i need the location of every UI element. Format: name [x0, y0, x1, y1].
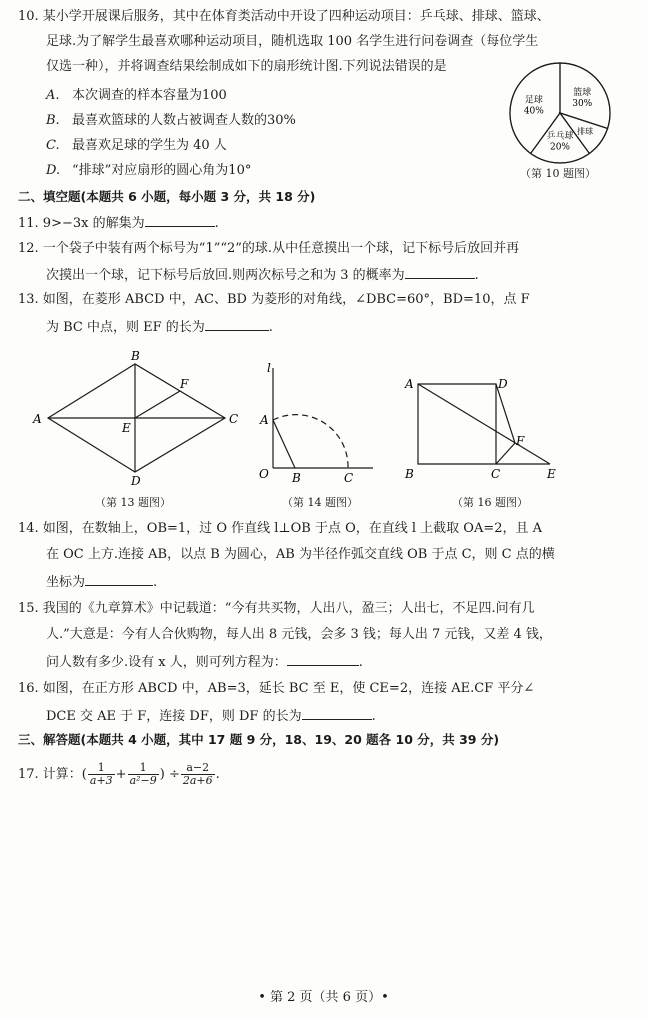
fig13-label-c: C: [229, 412, 239, 426]
fig16-label-b: B: [405, 467, 414, 481]
q16-answer-blank[interactable]: [302, 706, 372, 720]
fig14-caption: （第 14 题图）: [282, 496, 358, 509]
q10-line2: 足球.为了解学生最喜欢哪种运动项目，随机选取 100 名学生进行问卷调查（每位学生: [46, 34, 539, 49]
q10-option-c: C. 最喜欢足球的学生为 40 人: [46, 138, 227, 153]
q13-line1: 13. 如图，在菱形 ABCD 中，AC、BD 为菱形的对角线，∠DBC=60°，BD=10，点 F: [18, 292, 530, 307]
q17-fraction-2: $\frac{1}{\text{a²−9}}$: [129, 761, 157, 787]
pie-caption: （第 10 题图）: [520, 167, 596, 180]
q10-line3: 仅选一种），并将调查结果绘制成如下的扇形统计图.下列说法错误的是: [46, 59, 447, 74]
fig13-label-f: F: [180, 377, 189, 391]
section-3-title: 三、解答题(本题共 4 小题，其中 17 题 9 分，18、19、20 题各 10 分，共 39 分): [18, 732, 500, 747]
q15-line3: 问人数有多少.设有 x 人，则可列方程为： .: [46, 652, 363, 672]
fig16-label-a: A: [405, 377, 414, 391]
pie-chart: [505, 58, 615, 168]
fig16-label-f: F: [516, 434, 525, 448]
page-footer: • 第 2 页（共 6 页）•: [258, 990, 389, 1005]
pie-label-3: 乒乓球: [546, 131, 574, 142]
q11: 11. 9>−3x 的解集为 .: [18, 213, 219, 233]
q10-option-d: D. “排球”对应扇形的圆心角为10°: [46, 163, 252, 178]
pie-percent-0: 40%: [523, 106, 544, 117]
q11-answer-blank[interactable]: [145, 213, 215, 227]
figure-16: [400, 368, 565, 498]
figure-14: [255, 358, 375, 488]
fig14-label-c: C: [344, 471, 354, 485]
q13-answer-blank[interactable]: [205, 317, 269, 331]
fig14-label-b: B: [292, 471, 301, 485]
q10-line1: 10. 某小学开展课后服务，其中在体育类活动中开设了四种运动项目：乒乓球、排球、篮球、: [18, 9, 550, 24]
q15-line2: 人.”大意是：今有人合伙购物，每人出 8 元钱，会多 3 钱；每人出 7 元钱，又差 4 钱，: [46, 627, 552, 642]
fig13-caption: （第 13 题图）: [95, 496, 171, 509]
fig13-label-d: D: [131, 474, 141, 488]
fig13-label-b: B: [131, 349, 140, 363]
q12-answer-blank[interactable]: [405, 265, 475, 279]
q10-option-b: B. 最喜欢篮球的人数占被调查人数的30%: [46, 113, 296, 128]
q14-answer-blank[interactable]: [85, 572, 153, 586]
q15-line1: 15. 我国的《九章算术》中记载道：“今有共买物，人出八，盈三；人出七，不足四.问有几: [18, 601, 535, 616]
q12-line1: 12. 一个袋子中装有两个标号为“1”“2”的球.从中任意摸出一个球，记下标号后放回并再: [18, 241, 520, 256]
pie-percent-3: 20%: [549, 142, 571, 153]
q14-line3: 坐标为 .: [46, 572, 157, 592]
q14-line1: 14. 如图，在数轴上，OB=1，过 O 作直线 l⊥OB 于点 O，在直线 l 上截取 OA=2，且 A: [18, 521, 543, 536]
q16-line2: DCE 交 AE 于 F，连接 DF，则 DF 的长为 .: [46, 706, 376, 726]
fig14-label-o: O: [259, 467, 269, 481]
pie-label-1: 篮球: [573, 87, 592, 98]
fig13-label-e: E: [122, 421, 131, 435]
pie-percent-1: 30%: [572, 98, 593, 109]
q17-fraction-1: $\frac{1}{a+3}$: [89, 761, 113, 787]
pie-label-0: 足球: [524, 95, 543, 106]
section-2-title: 二、填空题(本题共 6 小题，每小题 3 分，共 18 分): [18, 189, 316, 204]
q16-line1: 16. 如图，在正方形 ABCD 中，AB=3，延长 BC 至 E，使 CE=2，连接 AE.CF 平分∠: [18, 681, 535, 696]
fig16-label-c: C: [491, 467, 501, 481]
fig16-label-e: E: [547, 467, 556, 481]
q12-line2: 次摸出一个球，记下标号后放回.则两次标号之和为 3 的概率为 .: [46, 265, 479, 285]
q13-line2: 为 BC 中点，则 EF 的长为 .: [46, 317, 273, 337]
fig16-label-d: D: [498, 377, 508, 391]
q14-line2: 在 OC 上方.连接 AB，以点 B 为圆心，AB 为半径作弧交直线 OB 于点 C，则 C 点的横: [46, 547, 555, 562]
fig16-caption: （第 16 题图）: [452, 496, 528, 509]
q17: 17. 计算：( $\frac{1}{a+3}$ + $\frac{1}{\text{a²−9}}$ ) ÷ $\frac{a-2}{2a+6}$ .: [18, 761, 220, 787]
fig14-label-a: A: [260, 413, 269, 427]
q17-fraction-3: $\frac{a-2}{2a+6}$: [182, 761, 213, 787]
figure-13: [30, 348, 250, 488]
q10-option-a: A. 本次调查的样本容量为100: [46, 88, 227, 103]
pie-label-2: 排球: [577, 127, 594, 137]
q15-answer-blank[interactable]: [287, 652, 359, 666]
fig13-label-a: A: [33, 412, 42, 426]
fig14-label-l: l: [267, 361, 271, 375]
